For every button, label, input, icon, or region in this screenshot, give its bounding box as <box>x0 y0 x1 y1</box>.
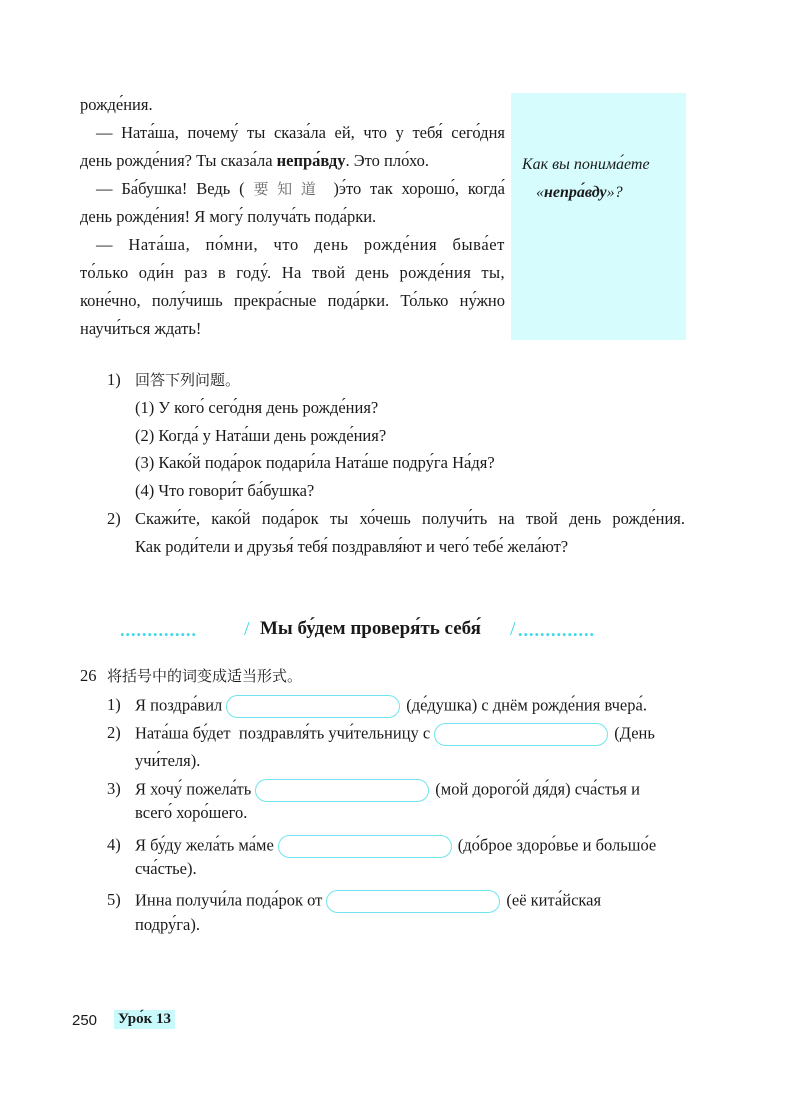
item-text: Я бу́ду жела́ть ма́ме <box>135 835 274 855</box>
answer-blank[interactable] <box>226 695 400 718</box>
item-continuation: подру́га). <box>135 915 200 934</box>
question: (1) У кого́ сего́дня день рожде́ния? <box>135 398 379 417</box>
item-text: (до́брое здоро́вье и большо́е <box>457 835 657 855</box>
item-continuation: всего́ хоро́шего. <box>135 803 248 822</box>
margin-note-line <box>522 179 682 207</box>
text-line: — Ната́ша, почему́ ты сказа́ла ей, что у тебя́ сего́дня <box>96 123 505 142</box>
text-fragment: . Это пло́хо. <box>345 151 429 170</box>
item-text: (её кита́йская <box>506 890 602 910</box>
quote-mark: « <box>536 184 544 201</box>
item-continuation: учи́теля). <box>135 751 201 770</box>
decorative-dots: .............. <box>518 620 595 640</box>
task-text: Как роди́тели и друзья́ тебя́ поздравля́ют и чего́ тебе́ жела́ют? <box>135 537 569 556</box>
exercise-item <box>107 695 121 715</box>
text-line: то́лько оди́н раз в году́. На твой день рожде́ния ты, <box>80 263 505 282</box>
margin-note <box>522 151 682 207</box>
item-number: 3) <box>107 779 121 798</box>
exercise-item <box>135 779 640 802</box>
exercise-item <box>135 835 656 858</box>
decorative-slash: / <box>510 618 516 640</box>
exercise-item <box>135 695 647 718</box>
section-title: Мы бу́дем проверя́ть себя́ <box>260 618 481 639</box>
exercise-item <box>135 723 655 746</box>
exercise-instruction: 将括号中的词变成适当形式。 <box>107 667 303 685</box>
item-number: 1) <box>107 695 121 714</box>
item-text: Ната́ша бу́дет поздравля́ть учи́тельницу с <box>135 723 431 743</box>
text-fragment: — Ба́бушка! Ведь ( <box>96 179 254 198</box>
question: (4) Что говори́т ба́бушка? <box>135 481 315 500</box>
task-number: 2) <box>107 509 121 528</box>
lesson-label: Уро́к 13 <box>114 1010 175 1029</box>
text-line: коне́чно, полу́чишь прекра́сные пода́рки. То́лько ну́жно <box>80 291 505 310</box>
bold-word: непра́вду <box>276 151 346 170</box>
answer-blank[interactable] <box>434 723 608 746</box>
item-continuation: сча́стье). <box>135 859 197 878</box>
item-text: (де́душка) с днём рожде́ния вчера́. <box>406 695 647 715</box>
text-fragment: день рожде́ния? Ты сказа́ла <box>80 151 277 170</box>
text-line: день рожде́ния! Я могу́ получа́ть пода́рки. <box>80 207 377 226</box>
text-line: рожде́ния. <box>80 95 153 114</box>
text-line <box>80 151 429 171</box>
exercise-number: 26 <box>80 666 97 685</box>
question: (2) Когда́ у Ната́ши день рожде́ния? <box>135 426 387 445</box>
decorative-slash: / <box>244 618 250 640</box>
item-text: Я поздра́вил <box>135 695 223 715</box>
item-text: (мой дорого́й дя́дя) сча́стья и <box>435 779 640 799</box>
task-title: 回答下列问题。 <box>135 371 241 389</box>
item-number: 5) <box>107 890 121 909</box>
quote-mark: »? <box>606 184 623 201</box>
answer-blank[interactable] <box>255 779 429 802</box>
question: (3) Како́й пода́рок подари́ла Ната́ше подру́га На́дя? <box>135 453 495 472</box>
item-text: Инна получи́ла пода́рок от <box>135 890 323 910</box>
margin-note-box <box>511 93 686 340</box>
task-text: Скажи́те, како́й пода́рок ты хо́чешь получи́ть на твой день рожде́ния. <box>135 509 685 528</box>
exercise-item <box>135 890 601 913</box>
bold-word: непра́вду <box>544 184 607 201</box>
chinese-gloss: 要知道 <box>253 180 325 198</box>
text-line <box>96 179 505 199</box>
decorative-dots: .............. <box>120 620 197 640</box>
page-number: 250 <box>72 1012 98 1029</box>
task-number: 1) <box>107 370 121 389</box>
answer-blank[interactable] <box>326 890 500 913</box>
section-heading <box>120 618 640 644</box>
text-line: научи́ться ждать! <box>80 319 202 338</box>
answer-blank[interactable] <box>278 835 452 858</box>
item-number: 4) <box>107 835 121 854</box>
text-fragment: )э́то так хорошо́, когда́ <box>324 179 505 198</box>
text-line: — Ната́ша, по́мни, что день рожде́ния быва́ет <box>96 235 505 254</box>
margin-note-line: Как вы понима́ете <box>522 156 650 173</box>
item-text: Я хочу́ пожела́ть <box>135 779 252 799</box>
item-text: (День <box>614 723 655 743</box>
item-number: 2) <box>107 723 121 742</box>
